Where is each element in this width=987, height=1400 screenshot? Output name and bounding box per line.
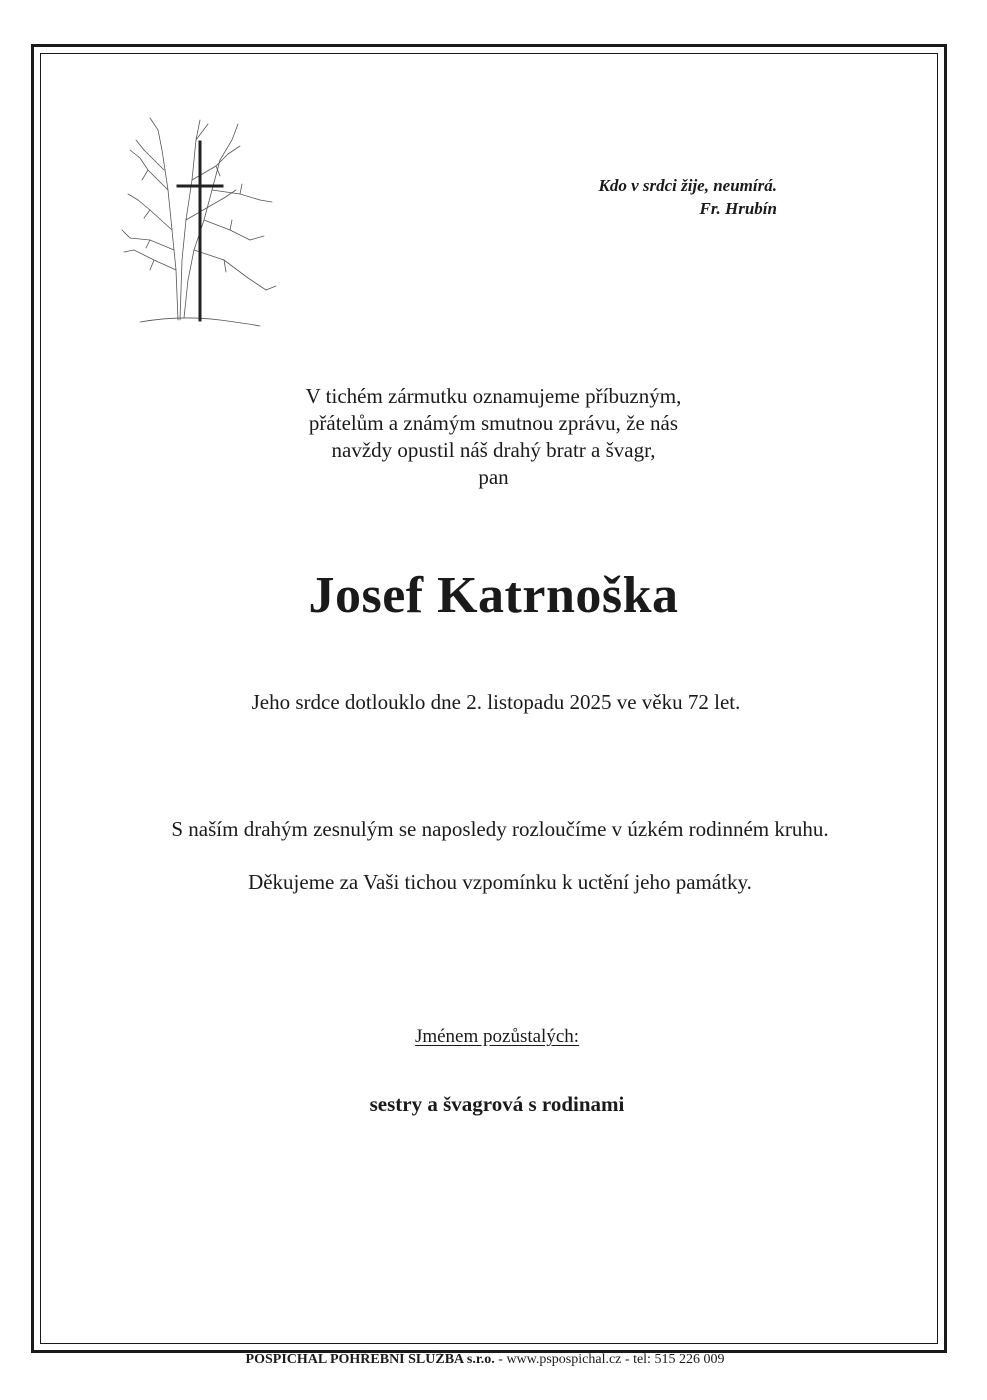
- cross-with-bare-trees-icon: [120, 110, 280, 335]
- footer-company: POSPÍCHAL POHŘEBNÍ SLUŽBA s.r.o.: [245, 1352, 495, 1367]
- intro-line: navždy opustil náš drahý bratr a švagr,: [331, 438, 656, 462]
- farewell-line: S naším drahým zesnulým se naposledy rozloučíme v úzkém rodinném kruhu.: [171, 817, 829, 841]
- footer-separator: -: [494, 1352, 507, 1367]
- thanks-line: Děkujeme za Vaši tichou vzpomínku k uctění jeho památky.: [248, 870, 752, 894]
- motto-quote-block: [598, 174, 777, 220]
- footer-phone: tel: 515 226 009: [633, 1352, 725, 1367]
- intro-line: přátelům a známým smutnou zprávu, že nás: [308, 411, 679, 435]
- motto-quote: Kdo v srdci žije, neumírá.: [598, 176, 777, 195]
- family-signature: sestry a švagrová s rodinami: [369, 1092, 625, 1116]
- deceased-name: Josef Katrnoška: [308, 567, 679, 624]
- footer-website: www.pspospichal.cz: [506, 1352, 622, 1367]
- announcement-intro: [0, 383, 987, 491]
- footer-funeral-service: [0, 1352, 970, 1368]
- intro-line: pan: [478, 465, 509, 489]
- on-behalf-label: Jménem pozůstalých:: [414, 1026, 580, 1047]
- footer-separator: -: [621, 1352, 634, 1367]
- intro-line: V tichém zármutku oznamujeme příbuzným,: [305, 384, 682, 408]
- death-date-line: Jeho srdce dotlouklo dne 2. listopadu 2025 ve věku 72 let.: [251, 690, 741, 714]
- motto-author: Fr. Hrubín: [699, 199, 777, 218]
